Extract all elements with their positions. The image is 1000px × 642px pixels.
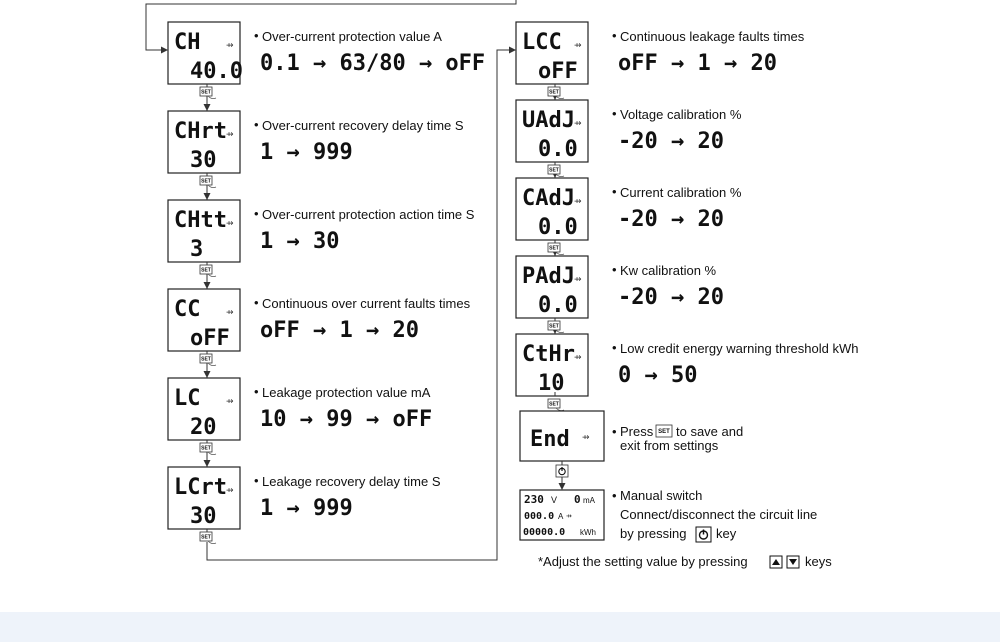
manual-desc-bullet: •	[612, 488, 617, 503]
setting-step	[168, 378, 432, 467]
lcd-line2: oFF	[538, 59, 578, 84]
column-bridge-arrowhead	[509, 47, 516, 54]
current-unit: A	[558, 512, 564, 521]
plug-icon: ⇸	[574, 119, 582, 129]
step-bullet: •	[612, 106, 617, 121]
plug-icon: ⇸	[226, 41, 234, 51]
plug-icon: ⇸	[574, 353, 582, 363]
lcd-line2: oFF	[190, 326, 230, 351]
setting-step	[168, 111, 464, 200]
step-bullet: •	[254, 206, 259, 221]
step-description: Current calibration %	[620, 185, 742, 200]
step-range: 1 → 999	[260, 496, 353, 521]
setting-step	[516, 22, 805, 100]
set-key-label: SET	[549, 323, 559, 330]
plug-icon: ⇸	[226, 308, 234, 318]
manual-desc-connect: Connect/disconnect the circuit line	[620, 507, 818, 522]
plug-icon: ⇸	[582, 433, 590, 443]
lcd-line2: 30	[190, 148, 217, 173]
set-key-icon	[656, 425, 672, 437]
footnote-text: *Adjust the setting value by pressing	[538, 554, 748, 569]
lcd-line2: 20	[190, 415, 217, 440]
set-key-label: SET	[201, 178, 211, 185]
hand-icon	[208, 96, 216, 99]
set-key-label: SET	[201, 89, 211, 96]
step-arrowhead	[204, 104, 211, 111]
set-key-icon	[200, 87, 216, 99]
set-key-label: SET	[658, 429, 670, 435]
step-range: 0 → 50	[618, 363, 698, 388]
end-desc-save: to save and	[676, 424, 744, 439]
lcd-line1: LCrt	[174, 475, 227, 500]
step-description: Over-current protection action time S	[262, 207, 475, 222]
step-bullet: •	[254, 28, 259, 43]
step-bullet: •	[612, 28, 617, 43]
step-arrowhead	[204, 282, 211, 289]
lcd-line1: CHrt	[174, 119, 227, 144]
step-description: Low credit energy warning threshold kWh	[620, 341, 859, 356]
up-arrow-key-icon	[770, 556, 782, 568]
hand-icon	[208, 541, 216, 544]
step-description: Over-current protection value A	[262, 29, 442, 44]
plug-icon: ⇸	[226, 219, 234, 229]
lcd-line2: 0.0	[538, 215, 578, 240]
step-range: 10 → 99 → oFF	[260, 407, 433, 432]
step-bullet: •	[254, 473, 259, 488]
step-bullet: •	[254, 384, 259, 399]
setting-step	[516, 256, 724, 334]
step-bullet: •	[254, 117, 259, 132]
set-key-label: SET	[201, 534, 211, 541]
down-arrow-key-icon	[787, 556, 799, 568]
setting-step	[516, 178, 742, 256]
step-arrowhead	[204, 193, 211, 200]
step-bullet: •	[254, 295, 259, 310]
set-key-icon	[548, 399, 564, 411]
lcd-line2: 0.0	[538, 293, 578, 318]
step-bullet: •	[612, 262, 617, 277]
manual-desc-key: key	[716, 526, 737, 541]
set-key-icon	[200, 354, 216, 366]
setting-step	[168, 467, 441, 544]
loop-back-arrowhead	[161, 47, 168, 54]
lcd-line1: CtHr	[522, 342, 575, 367]
lcd-line2: 40.0	[190, 59, 243, 84]
lcd-line1: CC	[174, 297, 201, 322]
setting-step	[168, 289, 471, 378]
plug-icon: ⇸	[574, 41, 582, 51]
setting-step	[516, 100, 742, 178]
set-key-label: SET	[549, 245, 559, 252]
lcd-line1: CAdJ	[522, 186, 575, 211]
power-key-icon	[696, 527, 711, 542]
manual-desc-title: Manual switch	[620, 488, 703, 503]
step-range: -20 → 20	[618, 129, 724, 154]
energy-readout: 00000.0	[523, 527, 566, 538]
footnote	[538, 554, 832, 569]
lcd-line2: 0.0	[538, 137, 578, 162]
set-key-label: SET	[201, 445, 211, 452]
manual-desc-press: by pressing	[620, 526, 687, 541]
lcd-line1: LCC	[522, 30, 562, 55]
bottom-strip	[0, 612, 1000, 642]
current-readout: 000.0	[524, 511, 555, 522]
step-description: Leakage protection value mA	[262, 385, 431, 400]
end-desc-press: Press	[620, 424, 654, 439]
step-range: oFF → 1 → 20	[618, 51, 777, 76]
setting-step	[168, 22, 485, 111]
lcd-line1: LC	[174, 386, 201, 411]
energy-unit: kWh	[580, 528, 596, 537]
lcd-line1: UAdJ	[522, 108, 575, 133]
step-description: Kw calibration %	[620, 263, 717, 278]
setting-step	[516, 334, 858, 411]
step-description: Voltage calibration %	[620, 107, 742, 122]
step-bullet: •	[612, 340, 617, 355]
plug-icon: ⇸	[574, 275, 582, 285]
step-description: Continuous leakage faults times	[620, 29, 805, 44]
step-description: Continuous over current faults times	[262, 296, 471, 311]
lcd-line1: CHtt	[174, 208, 227, 233]
step-bullet: •	[612, 184, 617, 199]
end-to-manual-arrowhead	[559, 483, 566, 490]
set-key-label: SET	[201, 267, 211, 274]
end-step	[520, 411, 743, 490]
end-desc-exit: exit from settings	[620, 438, 719, 453]
step-range: -20 → 20	[618, 207, 724, 232]
lcd-line2: 30	[190, 504, 217, 529]
end-desc-bullet: •	[612, 424, 617, 439]
voltage-readout: 230	[524, 493, 544, 506]
step-description: Over-current recovery delay time S	[262, 118, 464, 133]
plug-icon: ⇸	[226, 397, 234, 407]
voltage-unit: V	[551, 495, 558, 505]
step-range: -20 → 20	[618, 285, 724, 310]
power-key-icon	[556, 465, 568, 477]
set-key-icon	[200, 532, 216, 544]
step-arrowhead	[204, 371, 211, 378]
set-key-label: SET	[549, 401, 559, 408]
plug-icon: ⇸	[566, 512, 572, 520]
step-description: Leakage recovery delay time S	[262, 474, 441, 489]
plug-icon: ⇸	[574, 197, 582, 207]
set-key-label: SET	[549, 167, 559, 174]
step-range: 0.1 → 63/80 → oFF	[260, 51, 486, 76]
set-key-label: SET	[549, 89, 559, 96]
set-key-label: SET	[201, 356, 211, 363]
step-range: 1 → 999	[260, 140, 353, 165]
lcd-line2: 10	[538, 371, 565, 396]
plug-icon: ⇸	[226, 130, 234, 140]
leak-readout: 0	[574, 493, 581, 506]
lcd-line1: PAdJ	[522, 264, 575, 289]
lcd-line1: CH	[174, 30, 201, 55]
leak-unit: mA	[583, 496, 595, 505]
plug-icon: ⇸	[226, 486, 234, 496]
setting-step	[168, 200, 475, 289]
set-key-icon	[200, 265, 216, 277]
footnote-keys: keys	[805, 554, 832, 569]
manual-switch-step	[520, 488, 817, 542]
set-key-icon	[200, 443, 216, 455]
step-range: oFF → 1 → 20	[260, 318, 419, 343]
end-display-text: End	[530, 427, 570, 452]
step-range: 1 → 30	[260, 229, 340, 254]
set-key-icon	[200, 176, 216, 188]
hand-icon	[556, 96, 564, 99]
lcd-line2: 3	[190, 237, 204, 262]
step-arrowhead	[204, 460, 211, 467]
